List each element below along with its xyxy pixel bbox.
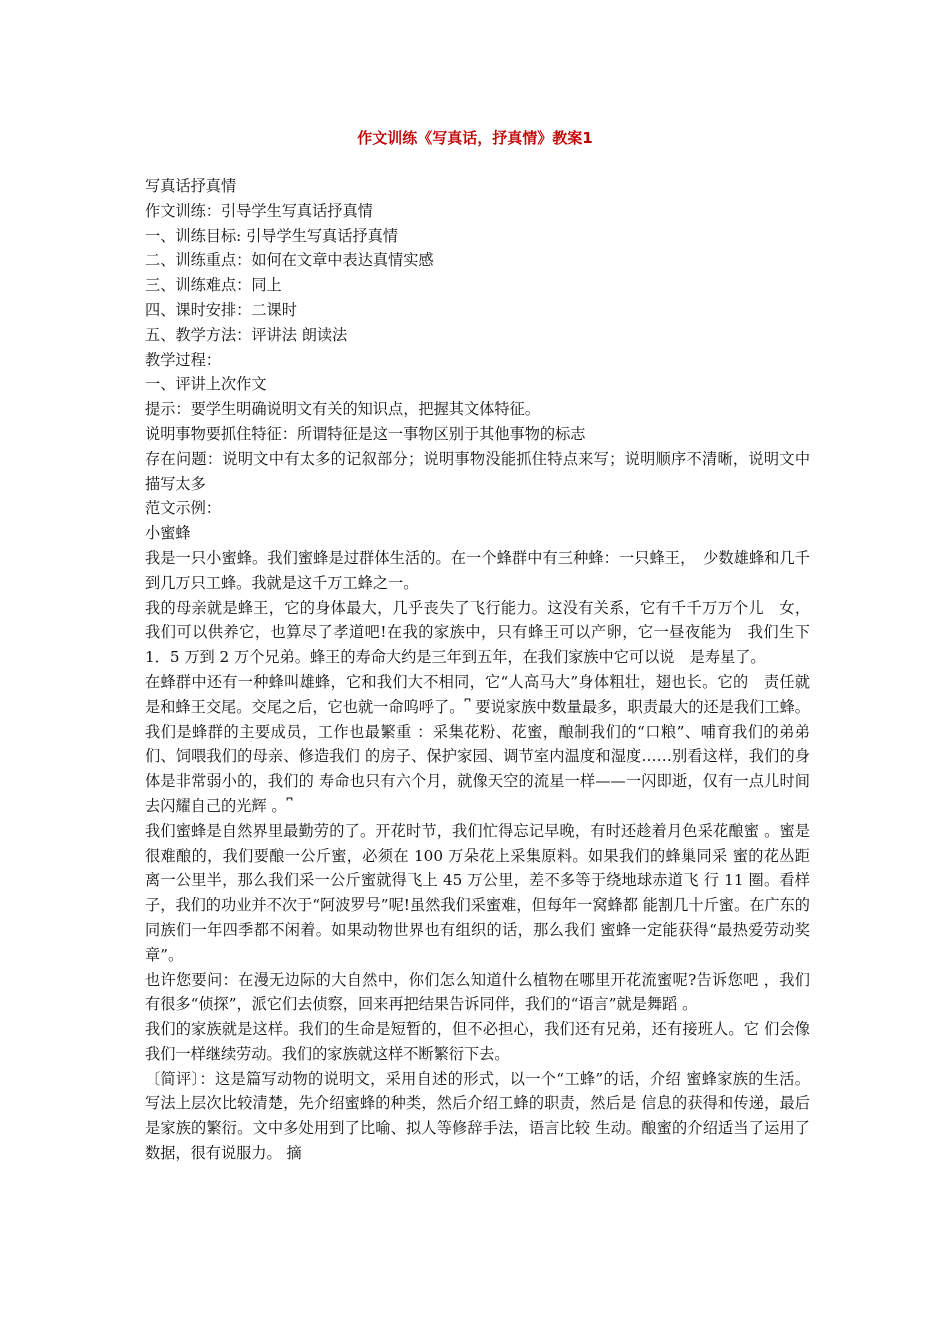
comment-paragraph: 〔简评〕：这是篇写动物的说明文，采用自述的形式，以一个“工蜂”的话，介绍 蜜蜂家族的生活。写法上层次比较清楚，先介绍蜜蜂的种类，然后介绍工蜂的职责，然后是 信息的获得和传递，最后是家族的繁衍。文中多处用到了比喻、拟人等修辞手法，语言比较 生动。酿蜜的介绍适当了运用了数据，很有说服力。 摘 xyxy=(145,1069,810,1163)
step-heading: 一、评讲上次作文 xyxy=(145,375,267,394)
section-heading: 写真话抒真情 xyxy=(145,177,237,195)
training-focus-line: 二、训练重点：如何在文章中表达真情实感 xyxy=(145,251,434,270)
method-line: 五、教学方法：评讲法 朗读法 xyxy=(145,325,348,344)
essay-paragraph: 我们蜜蜂是自然界里最勤劳的了。开花时节，我们忙得忘记早晚，有时还趁着月色采花酿蜜 。蜜是很难酿的，我们要酿一公斤蜜，必须在 100 万朵花上采集原料。如果我们的蜂巢同采 蜜的花丛距离一公里半，那么我们采一公斤蜜就得飞上 45 万公里，差不多等于绕地球赤道飞 行 11 圈。看样子，我们的功业并不次于“阿波罗号”呢!虽然我们采蜜难，但每年一窝蜂都 能割几十斤蜜。在广东的同族们一年四季都不闲着。如果动物世界也有组织的话，那么我们 蜜蜂一定能获得“最热爱劳动奖章”。 xyxy=(145,821,810,964)
document-body xyxy=(145,174,810,1166)
essay-paragraph: 我是一只小蜜蜂。我们蜜蜂是过群体生活的。在一个蜂群中有三种蜂：一只蜂王， 少数雄蜂和几千到几万只工蜂。我就是这千万工蜂之一。 xyxy=(145,548,810,592)
training-goal-line: 一、训练目标: 引导学生写真话抒真情 xyxy=(145,226,398,245)
hint-paragraph: 提示：要学生明确说明文有关的知识点，把握其文体特征。 xyxy=(145,400,540,419)
document-title: 作文训练《写真话，抒真情》教案1 xyxy=(357,129,593,147)
process-heading: 教学过程： xyxy=(145,350,221,369)
essay-paragraph: 我们的家族就是这样。我们的生命是短暂的，但不必担心，我们还有兄弟，还有接班人。它 们会像我们一样继续劳动。我们的家族就这样不断繁衍下去。 xyxy=(145,1020,810,1063)
essay-paragraph: 在蜂群中还有一种蜂叫雄蜂，它和我们大不相同，它“人高马大”身体粗壮，翅也长。它的 责任就是和蜂王交尾。交尾之后，它也就一命呜呼了。⎴ 要说家族中数量最多，职责最大的还是我们工蜂。我们是蜂群的主要成员，工作也最繁重 ：采集花粉、花蜜，酿制我们的“口粮”、哺育我们的弟弟们、饲喂我们的母亲、修造我们 的房子、保护家园、调节室内温度和湿度……别看这样，我们的身体是非常弱小的，我们的 寿命也只有六个月，就像天空的流星一样——一闪即逝，仅有一点儿时间去闪耀自己的光辉 。⎴ xyxy=(145,672,810,815)
essay-title: 小蜜蜂 xyxy=(145,524,191,543)
feature-paragraph: 说明事物要抓住特征：所谓特征是这一事物区别于其他事物的标志 xyxy=(145,424,586,443)
problems-paragraph: 存在问题：说明文中有太多的记叙部分；说明事物没能抓住特点来写；说明顺序不清晰，说明文中描写太多 xyxy=(145,449,810,493)
training-difficulty-line: 三、训练难点：同上 xyxy=(145,276,282,295)
example-heading: 范文示例： xyxy=(145,499,221,518)
essay-paragraph: 我的母亲就是蜂王，它的身体最大，几乎丧失了飞行能力。这没有关系，它有千千万万个儿 女，我们可以供养它，也算尽了孝道吧!在我的家族中，只有蜂王可以产卵，它一昼夜能为 我们生下 1．5 万到 2 万个兄弟。蜂王的寿命大约是三年到五年，在我们家族中它可以说 是寿星了。 xyxy=(145,598,810,667)
training-topic-line: 作文训练：引导学生写真话抒真情 xyxy=(145,201,373,220)
schedule-line: 四、课时安排：二课时 xyxy=(145,300,297,319)
essay-paragraph: 也许您要问：在漫无边际的大自然中，你们怎么知道什么植物在哪里开花流蜜呢?告诉您吧 ，我们有很多“侦探”，派它们去侦察，回来再把结果告诉同伴，我们的“语言”就是舞蹈 。 xyxy=(145,970,810,1014)
